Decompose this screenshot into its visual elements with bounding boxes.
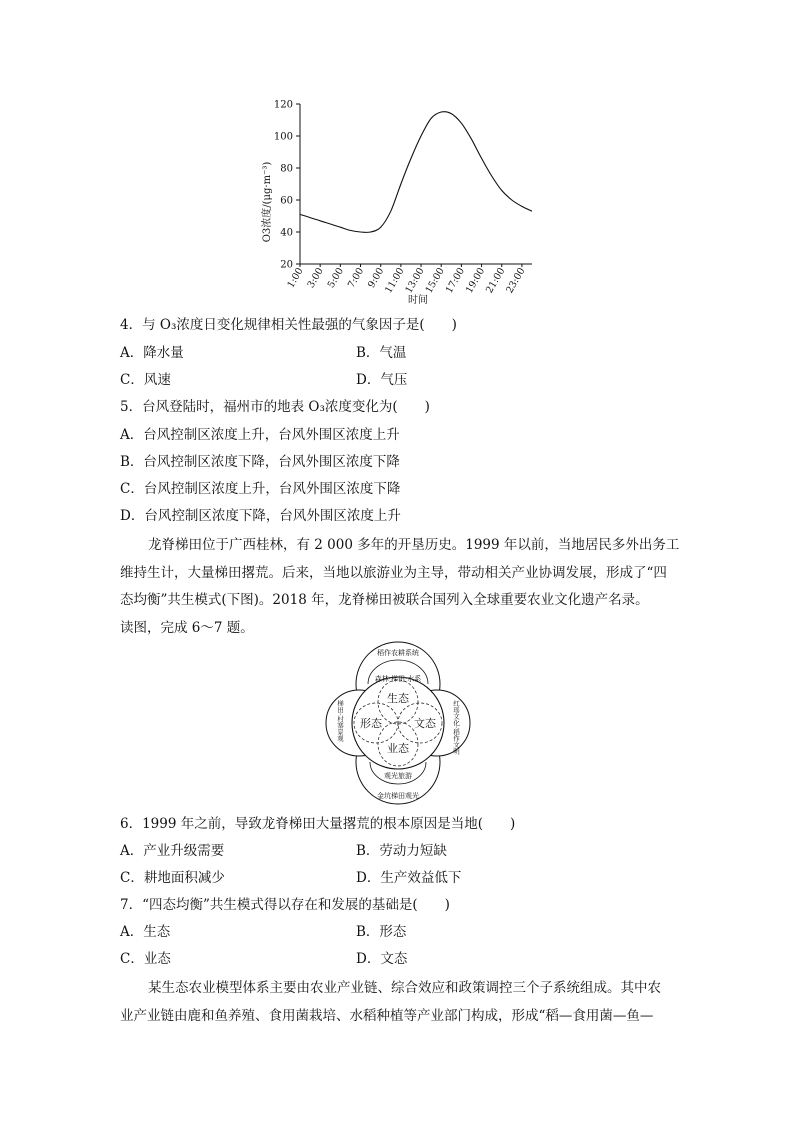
chart-y-tick-label: 100 (273, 131, 293, 143)
chart-x-tick-label: 9:00 (366, 266, 387, 290)
passage-line: 态均衡”共生模式(下图)。2018 年，龙脊梯田被联合国列入全球重要农业文化遗产名录。 (120, 592, 649, 608)
question-6-option-b[interactable]: B．劳动力短缺 (356, 843, 447, 859)
o3-series-line (300, 112, 532, 233)
chart-y-tick-label: 120 (273, 99, 293, 111)
question-6-option-c[interactable]: C．耕地面积减少 (120, 870, 225, 886)
question-4-option-b[interactable]: B．气温 (356, 345, 407, 361)
chart-y-tick-label: 60 (280, 195, 293, 207)
question-7-stem: 7．“四态均衡”共生模式得以存在和发展的基础是( ) (120, 897, 450, 913)
passage-line: 维持生计，大量梯田撂荒。后来，当地以旅游业为主导，带动相关产业协调发展，形成了“四 (120, 564, 667, 581)
question-7-option-c[interactable]: C．业态 (120, 951, 171, 967)
diagram-label-bottom-inner: 观光旅游 (384, 772, 412, 780)
passage-line: 业产业链由鹿和鱼养殖、食用菌栽培、水稻种植等产业部门构成，形成“稻—食用菌—鱼— (120, 1007, 654, 1024)
diagram-label-top-outer: 稻作农耕系统 (377, 649, 419, 657)
question-5-option-d[interactable]: D．台风控制区浓度下降，台风外围区浓度上升 (120, 508, 401, 524)
chart-y-tick-label: 80 (280, 163, 293, 175)
passage-eco-agriculture (120, 975, 680, 1030)
question-4-option-d[interactable]: D．气压 (356, 372, 408, 388)
question-5-stem: 5．台风登陆时，福州市的地表 O₃浓度变化为( ) (120, 399, 430, 415)
diagram-center-right: 文态 (414, 717, 436, 730)
chart-x-tick-label: 3:00 (305, 266, 326, 290)
question-6-stem: 6．1999 年之前，导致龙脊梯田大量撂荒的根本原因是当地( ) (120, 816, 516, 832)
question-5-option-b[interactable]: B．台风控制区浓度下降，台风外围区浓度下降 (120, 454, 400, 470)
chart-y-axis-label: O3浓度/(μg·m⁻³) (262, 161, 273, 243)
passage-line: 某生态农业模型体系主要由农业产业链、综合效应和政策调控三个子系统组成。其中农 (148, 980, 661, 996)
diagram-label-bottom-outer: 金坑梯田观光 (377, 792, 419, 800)
chart-x-tick-label: 23:00 (504, 266, 528, 296)
passage-line: 读图，完成 6～7 题。 (120, 619, 254, 636)
diagram-center-top: 生态 (387, 692, 409, 705)
diagram-label-right-outer: 红瑶文化·稻作文明 (452, 700, 460, 755)
diagram-label-top-inner: 森林·梯田·水系 (374, 675, 422, 683)
chart-x-tick-label: 11:00 (383, 266, 407, 296)
chart-x-tick-label: 15:00 (423, 266, 447, 296)
chart-x-tick-label: 21:00 (484, 266, 508, 296)
diagram-center-left: 形态 (360, 717, 382, 730)
o3-line-chart (250, 92, 550, 312)
passage-line: 龙脊梯田位于广西桂林，有 2 000 多年的开垦历史。1999 年以前，当地居民多外出务工 (148, 537, 680, 553)
four-state-diagram (318, 640, 478, 806)
chart-x-tick-label: 5:00 (325, 266, 346, 290)
chart-x-tick-label: 19:00 (463, 266, 488, 296)
diagram-center-bottom: 业态 (387, 742, 409, 755)
chart-x-tick-label: 13:00 (403, 266, 427, 296)
chart-x-ticks (285, 264, 527, 295)
question-4-option-a[interactable]: A．降水量 (120, 345, 184, 361)
question-4-option-c[interactable]: C．风速 (120, 372, 171, 388)
question-7-option-b[interactable]: B．形态 (356, 924, 407, 940)
chart-y-tick-label: 40 (280, 227, 293, 239)
chart-x-tick-label: 1:00 (285, 266, 306, 290)
chart-y-ticks (274, 100, 300, 271)
chart-y-tick-label: 20 (280, 259, 293, 271)
question-6-option-d[interactable]: D．生产效益低下 (356, 870, 462, 886)
chart-x-tick-label: 17:00 (443, 266, 467, 296)
question-5-option-a[interactable]: A．台风控制区浓度上升，台风外围区浓度上升 (120, 427, 400, 443)
question-4-stem: 4．与 O₃浓度日变化规律相关性最强的气象因子是( ) (120, 317, 457, 333)
question-7-option-d[interactable]: D．文态 (356, 951, 408, 967)
question-5-option-c[interactable]: C．台风控制区浓度上升，台风外围区浓度下降 (120, 481, 401, 497)
passage-longji-terraces (120, 532, 680, 642)
question-6-option-a[interactable]: A．产业升级需要 (120, 843, 225, 859)
question-7-option-a[interactable]: A．生态 (120, 924, 171, 940)
chart-x-axis-label: 时间 (408, 295, 428, 306)
diagram-label-left-outer: 梯田·村寨景观 (336, 700, 344, 742)
chart-x-tick-label: 7:00 (345, 266, 367, 290)
